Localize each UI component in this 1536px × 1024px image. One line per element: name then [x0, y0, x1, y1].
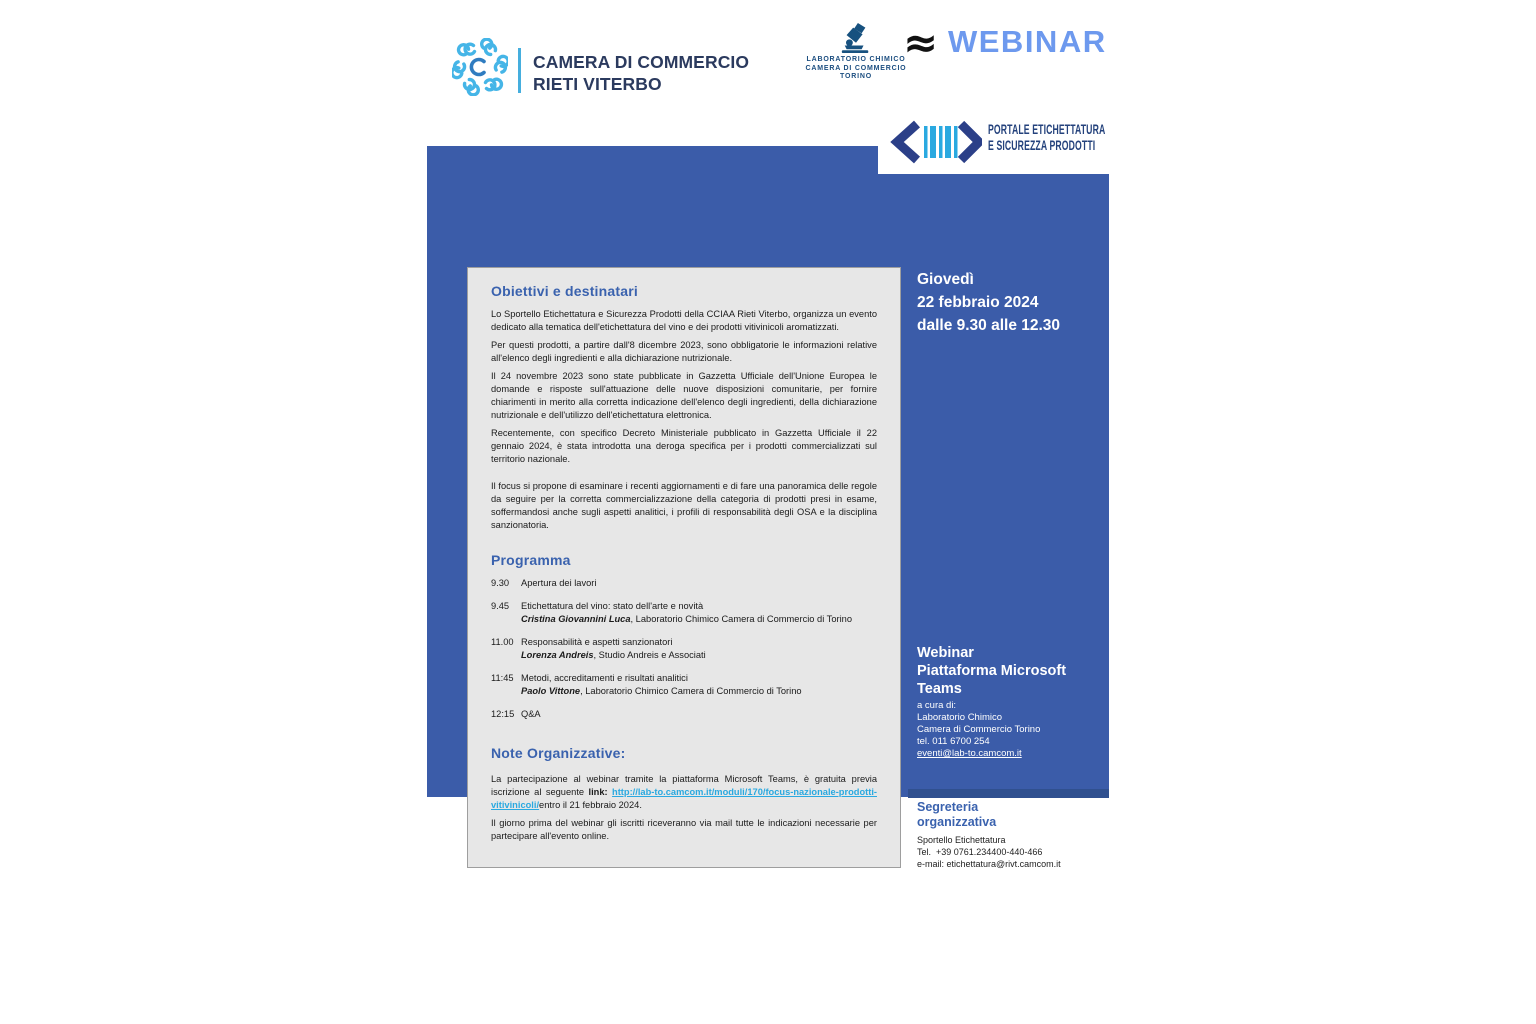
program-speaker-line [521, 613, 877, 626]
program-item [491, 577, 877, 590]
barcode-brackets-icon [884, 116, 982, 168]
notes-text-before: La partecipazione al webinar tramite la piattaforma Microsoft Teams, è gratuita previa iscrizione al seguente [491, 774, 877, 797]
program-topic: Metodi, accreditamenti e risultati analitici [521, 673, 688, 683]
program-title: Programma [491, 552, 571, 568]
event-date: 22 febbraio 2024 [917, 294, 1039, 311]
approx-symbol: ≈ [903, 18, 939, 67]
event-date-block [917, 268, 1060, 337]
notes-paragraph-2: Il giorno prima del webinar gli iscritti riceveranno via mail tutte le indicazioni necessarie per partecipare all'evento online. [491, 818, 877, 841]
speaker-affiliation: , Laboratorio Chimico Camera di Commercio di Torino [630, 614, 853, 624]
program-item [491, 636, 877, 662]
segreteria-email: e-mail: etichettatura@rivt.camcom.it [917, 859, 1061, 869]
objectives-paragraph: Il 24 novembre 2023 sono state pubblicate in Gazzetta Ufficiale dell'Unione Europea le domande e risposte sull'attuazione delle nuove disposizioni comunitarie, per fornire chiarimenti in merito alla corretta indicazione dell'elenco degli ingredienti, della dichiarazione nutrizionale e dell'utilizzo dell'etichettatura elettronica. [491, 371, 877, 420]
curator-org2: Camera di Commercio Torino [917, 724, 1041, 735]
program-item [491, 600, 877, 626]
portale-line2: E SICUREZZA PRODOTTI [988, 136, 1096, 153]
platform-line1: Webinar [917, 645, 974, 661]
curator-block [917, 700, 1040, 760]
cdc-line2: RIETI VITERBO [533, 74, 662, 94]
objectives-paragraph: Lo Sportello Etichettatura e Sicurezza Prodotti della CCIAA Rieti Viterbo, organizza un evento dedicato alla tematica dell'etichettatura del vino e dei prodotti vitivinicoli aromatizzati. [491, 309, 877, 332]
objectives-paragraph: Per questi prodotti, a partire dall'8 dicembre 2023, sono obbligatorie le informazioni relative all'elenco degli ingredienti e alla dichiarazione nutrizionale. [491, 340, 877, 363]
program-time: 11.00 [491, 637, 514, 647]
speaker-name: Cristina Giovannini Luca [521, 614, 631, 624]
program-topic: Apertura dei lavori [521, 578, 597, 588]
panel-bottom-strip [908, 789, 1109, 798]
speaker-affiliation: , Laboratorio Chimico Camera di Commercio di Torino [580, 686, 802, 696]
webinar-title: WEBINAR [948, 24, 1107, 59]
program-item [491, 672, 877, 698]
event-time: dalle 9.30 alle 12.30 [917, 317, 1061, 334]
program-speaker-line [521, 685, 877, 698]
curator-tel: tel. 011 6700 254 [917, 736, 990, 747]
program-topic: Responsabilità e aspetti sanzionatori [521, 637, 673, 647]
program-time: 11:45 [491, 673, 514, 683]
program-speaker-line [521, 649, 877, 662]
objectives-paragraph: Recentemente, con specifico Decreto Ministeriale pubblicato in Gazzetta Ufficiale il 22 gennaio 2024, è stata introdotta una deroga specifica per i prodotti commercializzati sul territorio nazionale. [491, 428, 877, 464]
link-label: link: [588, 787, 613, 797]
registration-link[interactable]: http://lab-to.camcom.it/moduli/170/focus-nazionale-prodotti-vitivinicoli/ [491, 787, 877, 810]
portale-logo-text [988, 122, 1105, 153]
cdc-swirl-ring-icon [452, 38, 508, 96]
event-day: Giovedì [917, 271, 974, 288]
cdc-logo-text [533, 51, 749, 95]
segreteria-title-line1: Segreteria [917, 800, 979, 814]
lab-logo-line2: CAMERA DI COMMERCIO TORINO [805, 64, 907, 80]
segreteria-office: Sportello Etichettatura [917, 835, 1006, 845]
microscope-icon [837, 22, 875, 54]
objectives-title: Obiettivi e destinatari [491, 283, 638, 299]
program-topic: Etichettatura del vino: stato dell'arte e novità [521, 601, 704, 611]
segreteria-title-line2: organizzativa [917, 815, 997, 829]
logo-separator-line [518, 48, 521, 93]
curator-email-link[interactable]: eventi@lab-to.camcom.it [917, 748, 1022, 759]
portale-logo [878, 110, 1118, 174]
platform-block [917, 644, 1066, 698]
program-time: 9.45 [491, 601, 510, 611]
focus-paragraph: Il focus si propone di esaminare i recenti aggiornamenti e di fare una panoramica delle regole da seguire per la corretta commercializzazione della categoria di prodotti presi in esame, soffermandosi anche sugli aspetti analitici, i profili di responsabilità degli OSA e la disciplina sanzionatoria. [491, 481, 877, 530]
notes-paragraph-1 [491, 773, 877, 812]
lab-logo-line1: LABORATORIO CHIMICO [806, 56, 906, 63]
platform-line2: Piattaforma Microsoft [917, 663, 1067, 679]
portale-line1: PORTALE ETICHETTATURA [988, 121, 1106, 137]
program-time: 12:15 [491, 709, 515, 719]
program-topic: Q&A [521, 709, 541, 719]
notes-title: Note Organizzative: [491, 745, 626, 761]
content-box [467, 267, 901, 868]
program-time: 9.30 [491, 578, 510, 588]
program-item [491, 708, 877, 721]
cdc-line1: CAMERA DI COMMERCIO [533, 52, 750, 72]
speaker-name: Lorenza Andreis [521, 650, 594, 660]
segreteria-phone: Tel. +39 0761.234400-440-466 [917, 847, 1043, 857]
platform-line3: Teams [917, 681, 962, 697]
speaker-affiliation: , Studio Andreis e Associati [593, 650, 706, 660]
curator-intro: a cura di: [917, 700, 957, 711]
curator-org1: Laboratorio Chimico [917, 712, 1003, 723]
segreteria-contacts [917, 834, 1061, 870]
segreteria-title [917, 800, 996, 830]
speaker-name: Paolo Vittone [521, 686, 581, 696]
notes-text-after: entro il 21 febbraio 2024. [539, 800, 642, 810]
